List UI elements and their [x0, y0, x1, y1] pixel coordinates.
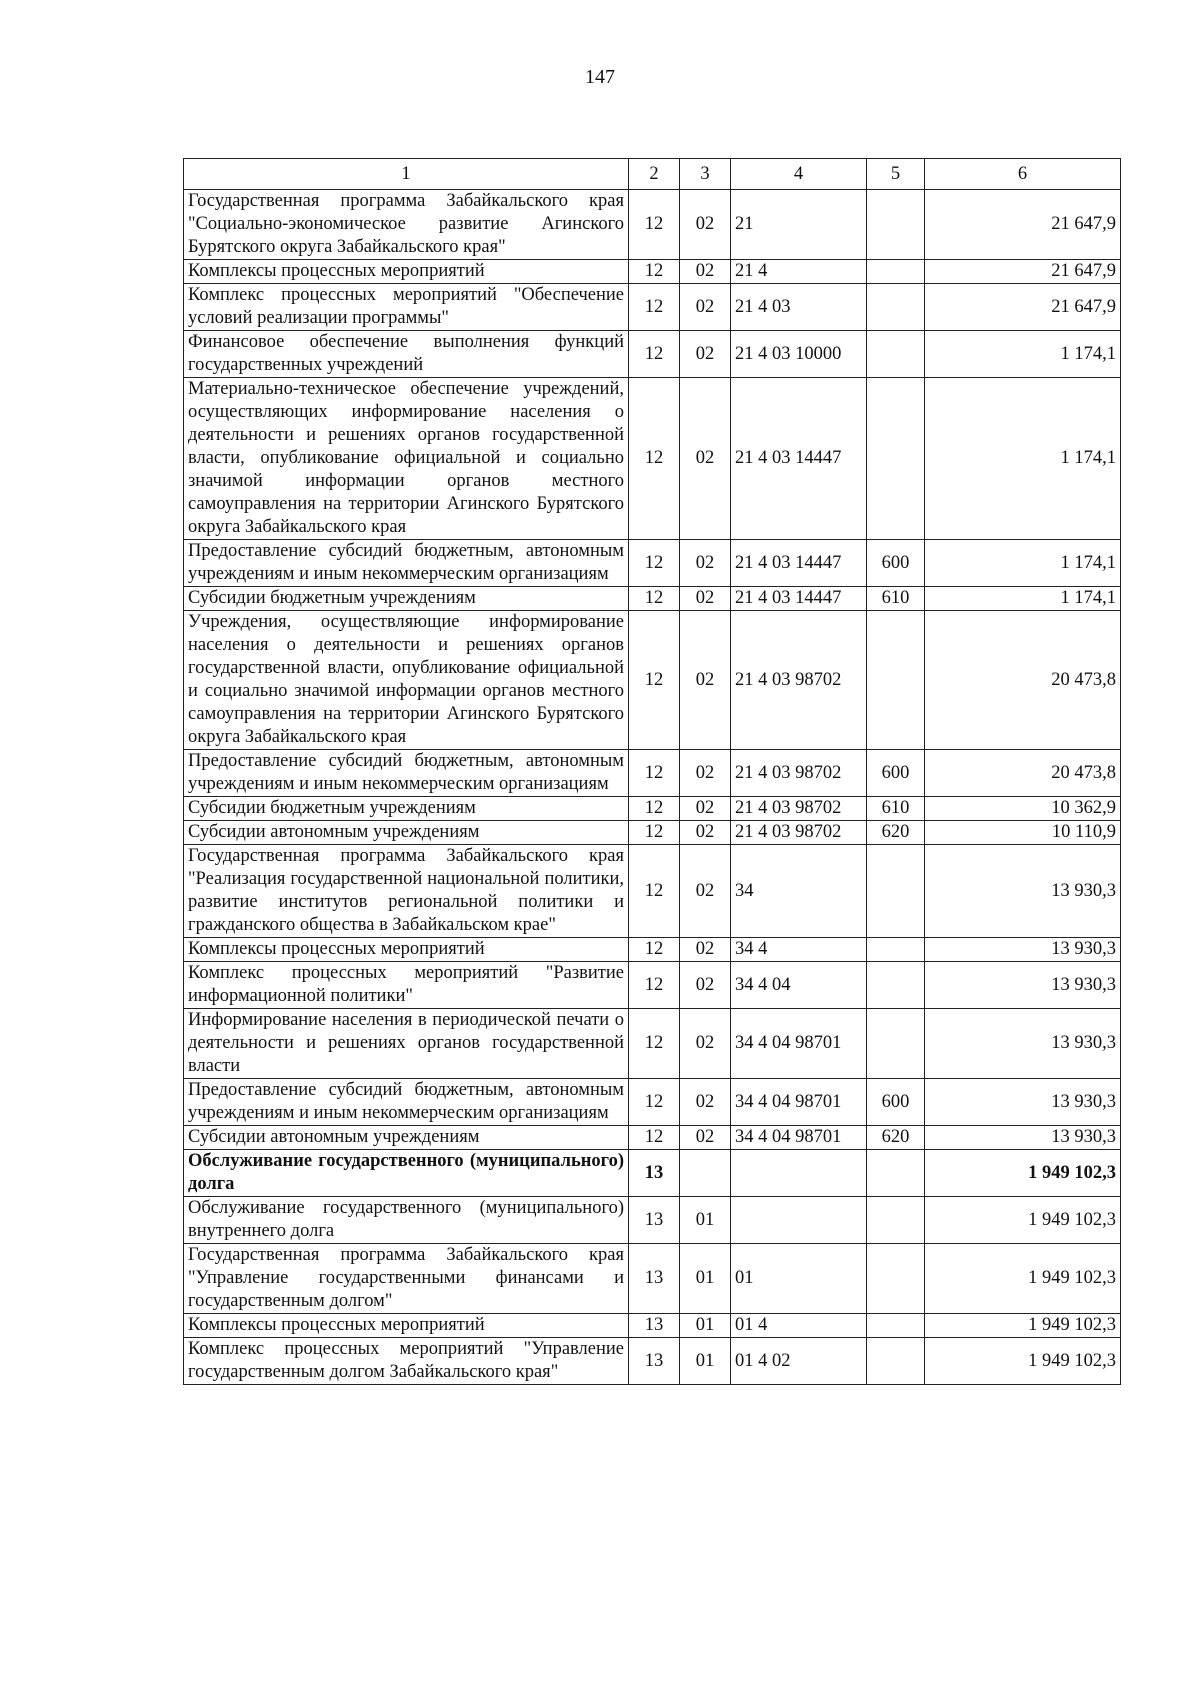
- amount-cell: 13 930,3: [925, 1079, 1121, 1126]
- table-row: [184, 190, 1121, 260]
- table-row: [184, 1150, 1121, 1197]
- row-name-cell: Субсидии автономным учреждениям: [184, 1126, 629, 1150]
- table-row: [184, 962, 1121, 1009]
- amount-cell: 13 930,3: [925, 1126, 1121, 1150]
- expense-type-cell: 610: [867, 587, 925, 611]
- section-code-cell: 12: [629, 587, 680, 611]
- expense-type-cell: [867, 1009, 925, 1079]
- expense-type-cell: 600: [867, 540, 925, 587]
- target-code-cell: 21 4 03: [731, 284, 867, 331]
- table-row: [184, 750, 1121, 797]
- subsection-code-cell: 02: [680, 284, 731, 331]
- column-header: 1: [184, 159, 629, 190]
- row-name-cell: Комплексы процессных мероприятий: [184, 938, 629, 962]
- amount-cell: 1 174,1: [925, 540, 1121, 587]
- table-row: [184, 587, 1121, 611]
- expense-type-cell: [867, 331, 925, 378]
- target-code-cell: 21 4 03 98702: [731, 750, 867, 797]
- page-number: 147: [585, 66, 615, 88]
- row-name-cell: Субсидии бюджетным учреждениям: [184, 797, 629, 821]
- expense-type-cell: 610: [867, 797, 925, 821]
- subsection-code-cell: 02: [680, 378, 731, 540]
- header-row: [184, 159, 1121, 190]
- table-row: [184, 1338, 1121, 1385]
- row-name-cell: Комплекс процессных мероприятий "Управление государственным долгом Забайкальского края": [184, 1338, 629, 1385]
- row-name-cell: Государственная программа Забайкальского края "Реализация государственной национальной политики, развитие институтов региональной политики и гражданского общества в Забайкальском крае": [184, 845, 629, 938]
- section-code-cell: 12: [629, 1009, 680, 1079]
- row-name-cell: Государственная программа Забайкальского края "Управление государственными финансами и государственным долгом": [184, 1244, 629, 1314]
- target-code-cell: 21 4 03 98702: [731, 821, 867, 845]
- column-header: 2: [629, 159, 680, 190]
- amount-cell: 13 930,3: [925, 962, 1121, 1009]
- subsection-code-cell: 02: [680, 750, 731, 797]
- expense-type-cell: [867, 962, 925, 1009]
- expense-type-cell: [867, 284, 925, 331]
- table-row: [184, 1314, 1121, 1338]
- section-code-cell: 12: [629, 1079, 680, 1126]
- target-code-cell: 21 4 03 14447: [731, 587, 867, 611]
- row-name-cell: Учреждения, осуществляющие информирование населения о деятельности и решениях органов государственной власти, опубликование официальной и социально значимой информации органов местного самоуправления на территории Агинского Бурятского округа Забайкальского края: [184, 611, 629, 750]
- target-code-cell: 34 4 04 98701: [731, 1079, 867, 1126]
- target-code-cell: 34 4 04 98701: [731, 1009, 867, 1079]
- target-code-cell: 34 4 04 98701: [731, 1126, 867, 1150]
- amount-cell: 1 949 102,3: [925, 1197, 1121, 1244]
- table-row: [184, 611, 1121, 750]
- expense-type-cell: [867, 378, 925, 540]
- table-row: [184, 540, 1121, 587]
- section-code-cell: 12: [629, 331, 680, 378]
- table-row: [184, 797, 1121, 821]
- expense-type-cell: 600: [867, 1079, 925, 1126]
- expense-type-cell: 600: [867, 750, 925, 797]
- target-code-cell: 21 4 03 98702: [731, 797, 867, 821]
- column-header: 5: [867, 159, 925, 190]
- row-name-cell: Субсидии бюджетным учреждениям: [184, 587, 629, 611]
- target-code-cell: 34 4 04: [731, 962, 867, 1009]
- table-row: [184, 1126, 1121, 1150]
- column-header: 6: [925, 159, 1121, 190]
- amount-cell: 1 174,1: [925, 331, 1121, 378]
- subsection-code-cell: 01: [680, 1314, 731, 1338]
- subsection-code-cell: 01: [680, 1244, 731, 1314]
- row-name-cell: Предоставление субсидий бюджетным, автономным учреждениям и иным некоммерческим организациям: [184, 540, 629, 587]
- section-code-cell: 13: [629, 1338, 680, 1385]
- row-name-cell: Обслуживание государственного (муниципального) долга: [184, 1150, 629, 1197]
- subsection-code-cell: 02: [680, 845, 731, 938]
- row-name-cell: Обслуживание государственного (муниципального) внутреннего долга: [184, 1197, 629, 1244]
- row-name-cell: Государственная программа Забайкальского края "Социально-экономическое развитие Агинского Бурятского округа Забайкальского края": [184, 190, 629, 260]
- amount-cell: 1 174,1: [925, 378, 1121, 540]
- row-name-cell: Комплексы процессных мероприятий: [184, 1314, 629, 1338]
- expense-type-cell: [867, 938, 925, 962]
- section-code-cell: 13: [629, 1150, 680, 1197]
- row-name-cell: Комплексы процессных мероприятий: [184, 260, 629, 284]
- subsection-code-cell: 02: [680, 1009, 731, 1079]
- subsection-code-cell: 01: [680, 1338, 731, 1385]
- expense-type-cell: [867, 1338, 925, 1385]
- amount-cell: 1 949 102,3: [925, 1314, 1121, 1338]
- target-code-cell: 34: [731, 845, 867, 938]
- amount-cell: 10 110,9: [925, 821, 1121, 845]
- amount-cell: 1 949 102,3: [925, 1150, 1121, 1197]
- row-name-cell: Финансовое обеспечение выполнения функций государственных учреждений: [184, 331, 629, 378]
- subsection-code-cell: [680, 1150, 731, 1197]
- target-code-cell: 01 4: [731, 1314, 867, 1338]
- amount-cell: 1 174,1: [925, 587, 1121, 611]
- section-code-cell: 12: [629, 938, 680, 962]
- table-row: [184, 938, 1121, 962]
- section-code-cell: 12: [629, 540, 680, 587]
- amount-cell: 21 647,9: [925, 260, 1121, 284]
- target-code-cell: 01: [731, 1244, 867, 1314]
- target-code-cell: 34 4: [731, 938, 867, 962]
- row-name-cell: Предоставление субсидий бюджетным, автономным учреждениям и иным некоммерческим организациям: [184, 750, 629, 797]
- table-row: [184, 378, 1121, 540]
- amount-cell: 13 930,3: [925, 1009, 1121, 1079]
- amount-cell: 13 930,3: [925, 845, 1121, 938]
- amount-cell: 13 930,3: [925, 938, 1121, 962]
- subsection-code-cell: 02: [680, 938, 731, 962]
- section-code-cell: 12: [629, 797, 680, 821]
- target-code-cell: 21 4: [731, 260, 867, 284]
- section-code-cell: 13: [629, 1197, 680, 1244]
- table-body: [184, 190, 1121, 1385]
- target-code-cell: [731, 1150, 867, 1197]
- section-code-cell: 12: [629, 284, 680, 331]
- table-row: [184, 284, 1121, 331]
- row-name-cell: Субсидии автономным учреждениям: [184, 821, 629, 845]
- subsection-code-cell: 02: [680, 797, 731, 821]
- table-row: [184, 1009, 1121, 1079]
- target-code-cell: 21 4 03 14447: [731, 378, 867, 540]
- subsection-code-cell: 02: [680, 1126, 731, 1150]
- table-row: [184, 821, 1121, 845]
- expense-type-cell: [867, 1244, 925, 1314]
- section-code-cell: 12: [629, 1126, 680, 1150]
- section-code-cell: 12: [629, 821, 680, 845]
- column-header: 4: [731, 159, 867, 190]
- target-code-cell: [731, 1197, 867, 1244]
- subsection-code-cell: 02: [680, 331, 731, 378]
- subsection-code-cell: 02: [680, 587, 731, 611]
- expense-type-cell: [867, 1314, 925, 1338]
- section-code-cell: 12: [629, 190, 680, 260]
- section-code-cell: 12: [629, 260, 680, 284]
- expense-type-cell: [867, 845, 925, 938]
- column-header: 3: [680, 159, 731, 190]
- section-code-cell: 12: [629, 962, 680, 1009]
- row-name-cell: Комплекс процессных мероприятий "Развитие информационной политики": [184, 962, 629, 1009]
- expense-type-cell: 620: [867, 1126, 925, 1150]
- table-row: [184, 260, 1121, 284]
- subsection-code-cell: 02: [680, 260, 731, 284]
- expense-type-cell: [867, 260, 925, 284]
- budget-table: [183, 158, 1121, 1385]
- subsection-code-cell: 02: [680, 540, 731, 587]
- expense-type-cell: [867, 190, 925, 260]
- expense-type-cell: [867, 1150, 925, 1197]
- amount-cell: 21 647,9: [925, 190, 1121, 260]
- table-row: [184, 331, 1121, 378]
- row-name-cell: Комплекс процессных мероприятий "Обеспечение условий реализации программы": [184, 284, 629, 331]
- expense-type-cell: 620: [867, 821, 925, 845]
- expense-type-cell: [867, 611, 925, 750]
- row-name-cell: Предоставление субсидий бюджетным, автономным учреждениям и иным некоммерческим организациям: [184, 1079, 629, 1126]
- subsection-code-cell: 02: [680, 1079, 731, 1126]
- row-name-cell: Материально-техническое обеспечение учреждений, осуществляющих информирование населения о деятельности и решениях органов государственной власти, опубликование официальной и социально значимой информации органов местного самоуправления на территории Агинского Бурятского округа Забайкальского края: [184, 378, 629, 540]
- section-code-cell: 13: [629, 1244, 680, 1314]
- amount-cell: 1 949 102,3: [925, 1244, 1121, 1314]
- table-row: [184, 1244, 1121, 1314]
- subsection-code-cell: 02: [680, 962, 731, 1009]
- table-row: [184, 845, 1121, 938]
- target-code-cell: 21: [731, 190, 867, 260]
- amount-cell: 20 473,8: [925, 750, 1121, 797]
- row-name-cell: Информирование населения в периодической печати о деятельности и решениях органов государственной власти: [184, 1009, 629, 1079]
- amount-cell: 1 949 102,3: [925, 1338, 1121, 1385]
- amount-cell: 10 362,9: [925, 797, 1121, 821]
- subsection-code-cell: 02: [680, 190, 731, 260]
- table-row: [184, 1079, 1121, 1126]
- target-code-cell: 21 4 03 14447: [731, 540, 867, 587]
- target-code-cell: 21 4 03 10000: [731, 331, 867, 378]
- subsection-code-cell: 01: [680, 1197, 731, 1244]
- section-code-cell: 12: [629, 611, 680, 750]
- table-row: [184, 1197, 1121, 1244]
- section-code-cell: 12: [629, 845, 680, 938]
- section-code-cell: 12: [629, 750, 680, 797]
- subsection-code-cell: 02: [680, 821, 731, 845]
- subsection-code-cell: 02: [680, 611, 731, 750]
- section-code-cell: 12: [629, 378, 680, 540]
- amount-cell: 20 473,8: [925, 611, 1121, 750]
- section-code-cell: 13: [629, 1314, 680, 1338]
- target-code-cell: 21 4 03 98702: [731, 611, 867, 750]
- amount-cell: 21 647,9: [925, 284, 1121, 331]
- expense-type-cell: [867, 1197, 925, 1244]
- target-code-cell: 01 4 02: [731, 1338, 867, 1385]
